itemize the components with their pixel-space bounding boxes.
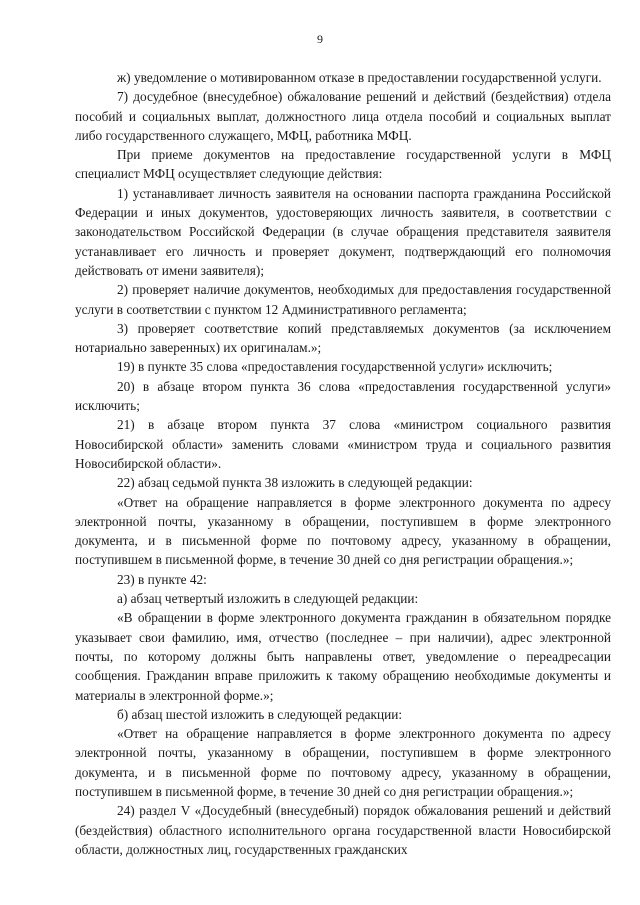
paragraph: 1) устанавливает личность заявителя на основании паспорта гражданина Российской Федерации и иных документов, удостоверяющих личность заявителя, в соответствии с законодательством Российской Федерации (в случае обращения представителя заявителя устанавливает его личность и проверяет документ, подтверждающий его полномочия действовать от имени заявителя); xyxy=(75,185,611,278)
page-number: 9 xyxy=(317,32,323,46)
paragraph: 2) проверяет наличие документов, необходимых для предоставления государственной услуги в соответствии с пунктом 12 Административного регламента; xyxy=(75,282,611,317)
paragraph: «Ответ на обращение направляется в форме электронного документа по адресу электронной почты, указанному в обращении, поступившем в форме электронного документа, и в письменной форме по почтовому адресу, указанному в обращении, поступившем в письменной форме, в течение 30 дней со дня регистрации обращения.»; xyxy=(75,494,611,568)
paragraph: 21) в абзаце втором пункта 37 слова «министром социального развития Новосибирской области» заменить словами «министром труда и социального развития Новосибирской области». xyxy=(75,417,611,471)
paragraph: 7) досудебное (внесудебное) обжалование решений и действий (бездействия) отдела пособий и социальных выплат, должностного лица отдела пособий и социальных выплат либо государственного служащего, МФЦ, работника МФЦ. xyxy=(75,89,611,143)
paragraph: б) абзац шестой изложить в следующей редакции: xyxy=(117,706,403,722)
document-body xyxy=(75,68,611,859)
paragraph: 19) в пункте 35 слова «предоставления государственной услуги» исключить; xyxy=(117,359,553,375)
paragraph: 20) в абзаце втором пункта 36 слова «предоставления государственной услуги» исключить; xyxy=(75,378,611,414)
paragraph: «Ответ на обращение направляется в форме электронного документа по адресу электронной почты, указанному в обращении, поступившем в форме электронного документа, и в письменной форме по почтовому адресу, указанному в обращении, поступившем в письменной форме, в течение 30 дней со дня регистрации обращения.»; xyxy=(75,726,611,799)
paragraph: «В обращении в форме электронного документа гражданин в обязательном порядке указывает свои фамилию, имя, отчество (последнее – при наличии), адрес электронной почты, по которому должны быть направлены ответ, уведомление о переадресации сообщения. Гражданин вправе приложить к такому обращению необходимые документы и материалы в электронной форме.»; xyxy=(75,610,611,703)
paragraph: 22) абзац седьмой пункта 38 изложить в следующей редакции: xyxy=(117,475,473,491)
paragraph: При приеме документов на предоставление государственной услуги в МФЦ специалист МФЦ осуществляет следующие действия: xyxy=(75,147,611,182)
paragraph: а) абзац четвертый изложить в следующей редакции: xyxy=(117,591,419,607)
paragraph: 24) раздел V «Досудебный (внесудебный) порядок обжалования решений и действий (бездействия) областного исполнительного органа государственной власти Новосибирской области, должностных лиц, государственных гражданских xyxy=(75,803,611,857)
paragraph: 23) в пункте 42: xyxy=(117,571,207,587)
paragraph: ж) уведомление о мотивированном отказе в предоставлении государственной услуги. xyxy=(117,70,602,85)
paragraph: 3) проверяет соответствие копий представляемых документов (за исключением нотариально заверенных) их оригиналам.»; xyxy=(75,320,611,356)
